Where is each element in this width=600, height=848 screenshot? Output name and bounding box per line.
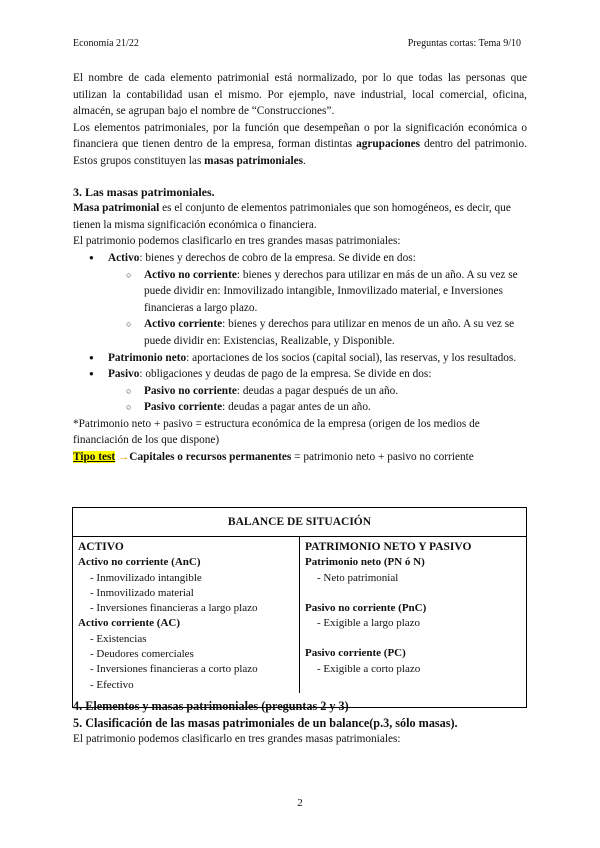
main-content: [73, 70, 527, 466]
section-5-text: El patrimonio podemos clasificarlo en tres grandes masas patrimoniales:: [73, 733, 401, 746]
activo-column-title: ACTIVO: [78, 541, 124, 553]
list-item-pasivo-corriente: ○ Pasivo corriente: deudas a pagar antes de un año.: [108, 399, 527, 416]
balance-table: [72, 507, 527, 708]
classification-intro: El patrimonio podemos clasificarlo en tres grandes masas patrimoniales:: [73, 235, 401, 248]
pn-pasivo-column-title: PATRIMONIO NETO Y PASIVO: [305, 541, 472, 553]
tipo-test-highlight: Tipo test: [73, 451, 116, 464]
patrimonio-note: *Patrimonio neto + pasivo = estructura económica de la empresa (origen de los medios de financiación de los que dispone): [73, 417, 480, 447]
tipo-test-line: Tipo test →Capitales o recursos permanentes = patrimonio neto + pasivo no corriente: [73, 451, 474, 464]
page-number: 2: [297, 797, 303, 809]
pasivo-sublist: [108, 383, 527, 416]
intro-paragraph-2: Los elementos patrimoniales, por la función que desempeñan o por la significación económica o financiera que tienen dentro de la empresa, forman distintas agrupaciones dentro del patrimonio. Estos grupos constituyen las masas patrimoniales.: [73, 121, 528, 167]
list-item-pasivo-no-corriente: ○ Pasivo no corriente: deudas a pagar después de un año.: [108, 383, 527, 400]
patrimonio-pasivo-column: [300, 537, 526, 693]
list-item: - Inversiones financieras a corto plazo: [90, 663, 258, 676]
list-item: - Inmovilizado intangible: [90, 571, 202, 584]
arrow-right-icon: →: [118, 451, 130, 464]
list-item-activo-no-corriente: ○ Activo no corriente: bienes y derechos para utilizar en más de un año. A su vez se puede dividir en: Inmovilizado intangible, Inmovilizado material, e Inversiones financieras a largo plazo.: [108, 267, 527, 317]
list-item: - Efectivo: [90, 678, 134, 691]
list-item: - Existencias: [90, 632, 147, 645]
masa-patrimonial-definition: Masa patrimonial es el conjunto de elementos patrimoniales que son homogéneos, es decir, que tienen la misma significación económica o financiera.: [73, 202, 511, 231]
list-item: - Exigible a corto plazo: [317, 662, 421, 675]
list-item-pasivo: ● Pasivo: obligaciones y deudas de pago de la empresa. Se divide en dos: ○ Pasivo no corriente: deudas a pagar después de un año. ○ Pasivo corriente: deudas a pagar antes de un año.: [73, 366, 527, 416]
pnc-heading: Pasivo no corriente (PnC): [305, 601, 427, 614]
list-item: - Inmovilizado material: [90, 586, 194, 599]
list-item-activo-corriente: ○ Activo corriente: bienes y derechos para utilizar en menos de un año. A su vez se puede dividir en: Existencias, Realizable, y Disponible.: [108, 316, 527, 349]
header-topic: Preguntas cortas: Tema 9/10: [407, 38, 521, 49]
list-item: - Neto patrimonial: [317, 571, 399, 584]
ac-heading: Activo corriente (AC): [78, 617, 181, 630]
pc-heading: Pasivo corriente (PC): [305, 647, 406, 660]
balance-title: BALANCE DE SITUACIÓN: [73, 508, 526, 537]
list-item: - Exigible a largo plazo: [317, 617, 421, 630]
agrupaciones-term: agrupaciones: [356, 138, 421, 151]
section-5-heading: 5. Clasificación de las masas patrimoniales de un balance(p.3, sólo masas).: [73, 715, 458, 730]
activo-column: [73, 537, 300, 693]
list-item-patrimonio-neto: ● Patrimonio neto: aportaciones de los socios (capital social), las reservas, y los resultados.: [73, 350, 527, 367]
anc-heading: Activo no corriente (AnC): [78, 556, 201, 569]
activo-sublist: [108, 267, 527, 350]
list-item-activo: ● Activo: bienes y derechos de cobro de la empresa. Se divide en dos: ○ Activo no corriente: bienes y derechos para utilizar en más de un año. A su vez se puede dividir en: Inmovilizado intangible, Inmovilizado material, e Inversiones financieras a largo plazo. ○ Activo corriente: bienes y derechos para utilizar en menos de un año. A su vez se puede dividir en: Existencias, Realizable, y Disponible.: [73, 250, 527, 350]
masas-patrimoniales-term: masas patrimoniales: [204, 154, 304, 167]
list-item: - Inversiones financieras a largo plazo: [90, 602, 258, 615]
list-item: - Deudores comerciales: [90, 648, 194, 661]
section-4-heading: 4. Elementos y masas patrimoniales (preguntas 2 y 3): [73, 699, 349, 713]
masas-list: [73, 250, 527, 416]
lower-content: [73, 698, 527, 748]
pn-heading: Patrimonio neto (PN ó N): [305, 556, 425, 569]
section-3-heading: 3. Las masas patrimoniales.: [73, 184, 215, 199]
intro-paragraph-1: El nombre de cada elemento patrimonial está normalizado, por lo que todas las personas que utilizan la contabilidad usan el mismo. Por ejemplo, nave industrial, local comercial, oficina, almacén, se agrupan bajo el nombre de “Construcciones”.: [73, 72, 527, 118]
header-course: Economía 21/22: [73, 38, 139, 49]
